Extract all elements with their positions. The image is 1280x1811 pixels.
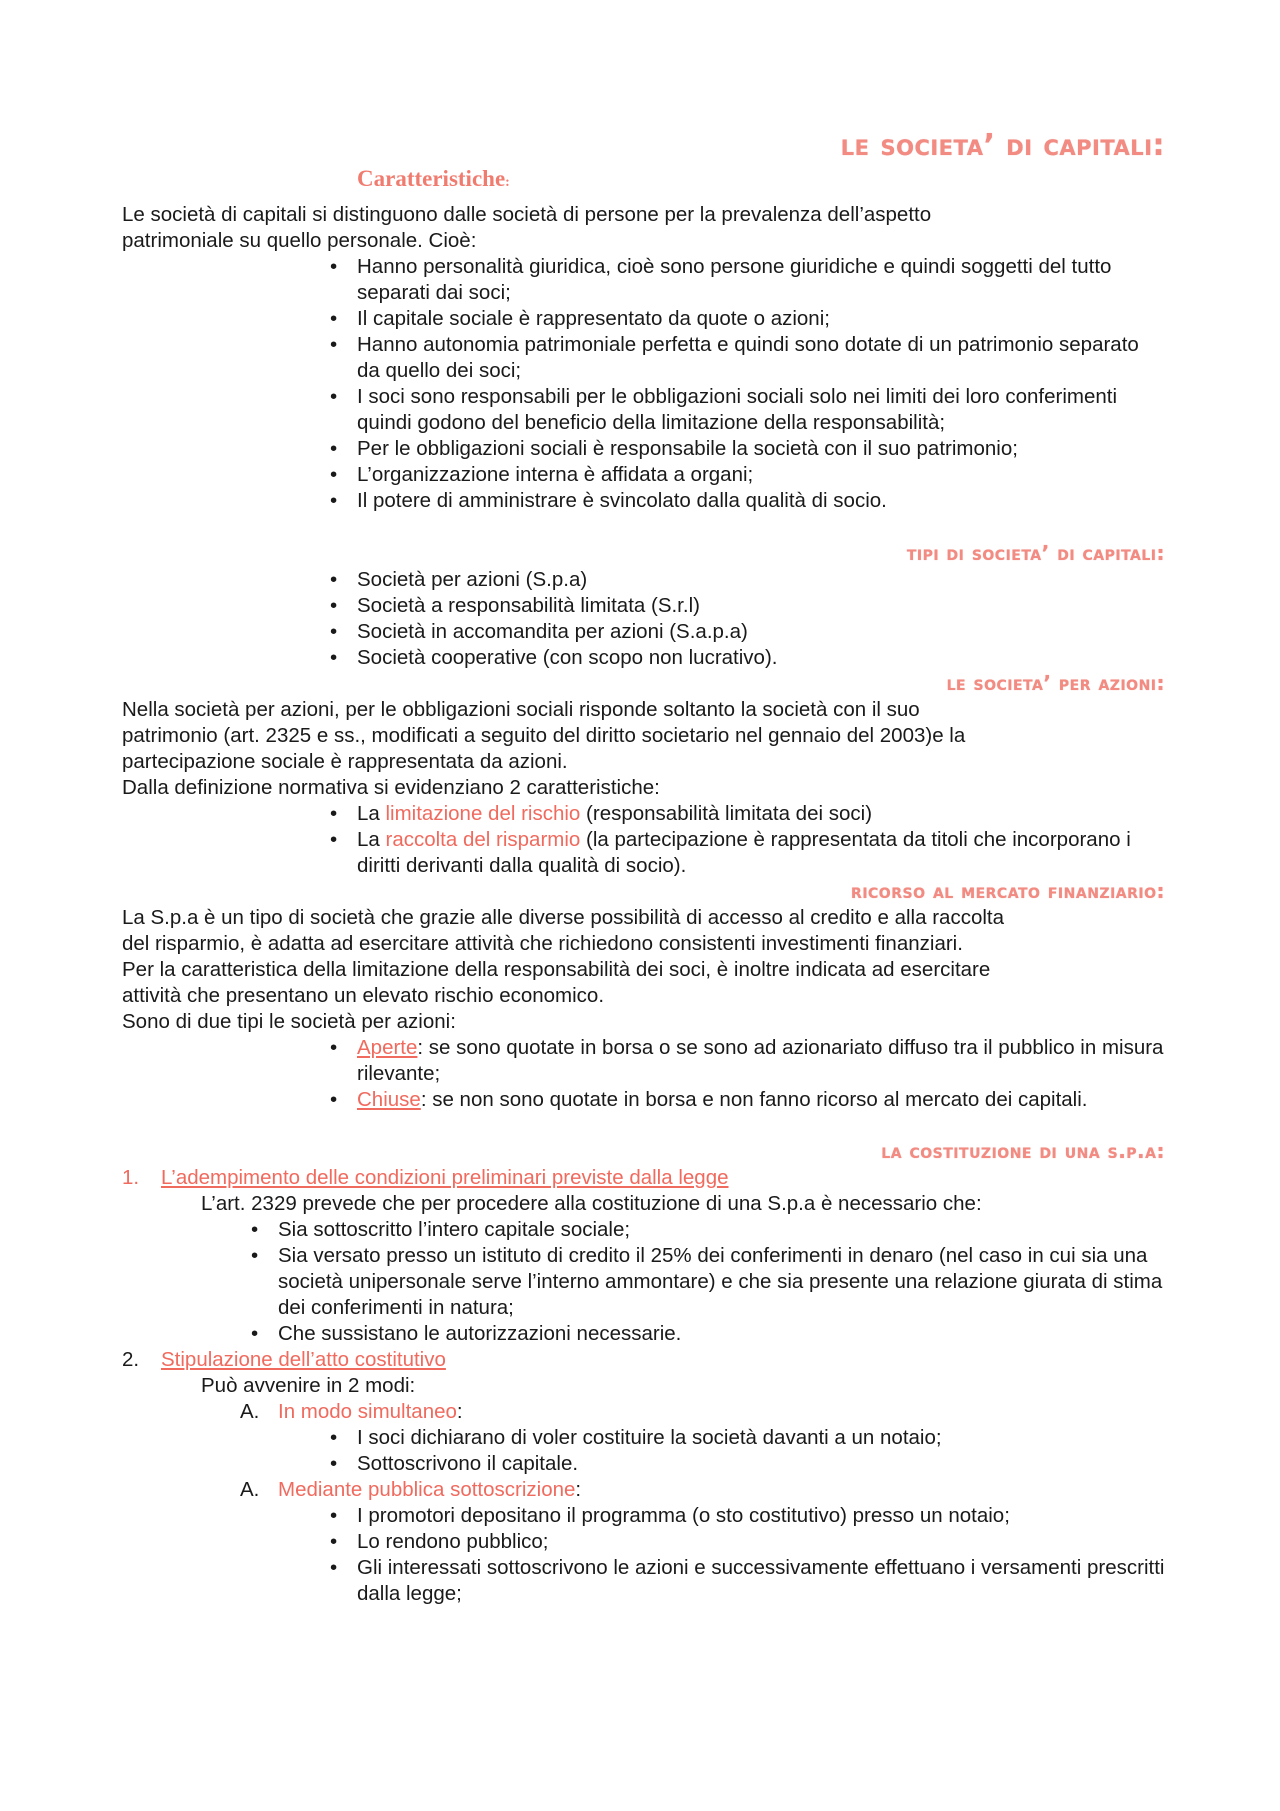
intro-paragraph: Le società di capitali si distinguono dalle società di persone per la prevalenza dell’aspetto patrimoniale su quello personale. Cioè:	[122, 203, 932, 252]
sub-label: A.	[240, 1400, 260, 1423]
highlight-term: limitazione del rischio	[385, 802, 581, 825]
section-heading-costituzione: la costituzione di una s.p.a:	[881, 1139, 1165, 1163]
list-item: • Società in accomandita per azioni (S.a.p.a)	[357, 619, 1167, 645]
list-item: • Sia versato presso un istituto di credito il 25% dei conferimenti in denaro (nel caso in cui sia una società unipersonale serve l’interno ammontare) e che sia presente una relazione giurata di stima dei conferimenti in natura;	[278, 1243, 1168, 1321]
list-item: • Il potere di amministrare è svincolato dalla qualità di socio.	[357, 488, 1167, 514]
list-item: • Chiuse: se non sono quotate in borsa e non fanno ricorso al mercato dei capitali.	[357, 1087, 1167, 1113]
ricorso-list	[357, 1035, 1167, 1113]
highlight-term: raccolta del risparmio	[385, 828, 581, 851]
caratteristiche-list	[357, 254, 1167, 514]
list-item: • Il capitale sociale è rappresentato da quote o azioni;	[357, 306, 1167, 332]
list-item: • Hanno autonomia patrimoniale perfetta e quindi sono dotate di un patrimonio separato da quello dei soci;	[357, 332, 1167, 384]
page-title: le societa’ di capitali:	[840, 128, 1165, 163]
highlight-term: Chiuse	[357, 1088, 421, 1111]
spa-paragraph: Nella società per azioni, per le obbligazioni sociali risponde soltanto la società con il suo patrimonio (art. 2325 e ss., modificati a seguito del diritto societario nel gennaio del 2003)e la partecipazione sociale è rappresentata da azioni. Dalla definizione normativa si evidenziano 2 caratteristiche:	[122, 698, 966, 799]
list-item: • I soci dichiarano di voler costituire la società davanti a un notaio;	[357, 1425, 1167, 1451]
item-intro: L’art. 2329 prevede che per procedere alla costituzione di una S.p.a è necessario che:	[201, 1192, 982, 1215]
item-intro: Può avvenire in 2 modi:	[201, 1374, 416, 1397]
list-item: • Lo rendono pubblico;	[357, 1529, 1167, 1555]
list-item: • Aperte: se sono quotate in borsa o se sono ad azionariato diffuso tra il pubblico in misura rilevante;	[357, 1035, 1167, 1087]
list-number: 2.	[122, 1348, 140, 1371]
list-item: • I soci sono responsabili per le obbligazioni sociali solo nei limiti dei loro conferimenti quindi godono del beneficio della limitazione della responsabilità;	[357, 384, 1167, 436]
list-item: • Hanno personalità giuridica, cioè sono persone giuridiche e quindi soggetti del tutto separati dai soci;	[357, 254, 1167, 306]
section-heading-ricorso: ricorso al mercato finanziario:	[851, 879, 1165, 903]
list-item: • I promotori depositano il programma (o sto costitutivo) presso un notaio;	[357, 1503, 1167, 1529]
list-item: • Sia sottoscritto l’intero capitale sociale;	[278, 1217, 1168, 1243]
highlight-term: Aperte	[357, 1036, 418, 1059]
list-item: • Per le obbligazioni sociali è responsabile la società con il suo patrimonio;	[357, 436, 1167, 462]
simultaneo-list	[357, 1425, 1167, 1477]
list-item: • Gli interessati sottoscrivono le azioni e successivamente effettuano i versamenti prescritti dalla legge;	[357, 1555, 1167, 1607]
numbered-item-title: Stipulazione dell’atto costitutivo	[161, 1348, 446, 1371]
list-item: • L’organizzazione interna è affidata a organi;	[357, 462, 1167, 488]
sub-item-title: Mediante pubblica sottoscrizione:	[278, 1478, 582, 1501]
sub-label: A.	[240, 1478, 260, 1501]
ricorso-paragraph: La S.p.a è un tipo di società che grazie alle diverse possibilità di accesso al credito e alla raccolta del risparmio, è adatta ad esercitare attività che richiedono consistenti investimenti finanziari. Per la caratteristica della limitazione della responsabilità dei soci, è inoltre indicata ad esercitare attività che presentano un elevato rischio economico. Sono di due tipi le società per azioni:	[122, 906, 1004, 1033]
section-heading-tipi: tipi di societa’ di capitali:	[906, 541, 1165, 565]
list-number: 1.	[122, 1166, 140, 1189]
list-item: • Società cooperative (con scopo non lucrativo).	[357, 645, 1167, 671]
list-item: • La limitazione del rischio (responsabilità limitata dei soci)	[357, 801, 1167, 827]
list-item: • Che sussistano le autorizzazioni necessarie.	[278, 1321, 1168, 1347]
sub-item-title: In modo simultaneo:	[278, 1400, 463, 1423]
list-item: • Sottoscrivono il capitale.	[357, 1451, 1167, 1477]
pubblica-sottoscrizione-list	[357, 1503, 1167, 1607]
spa-list	[357, 801, 1167, 879]
list-item: • Società a responsabilità limitata (S.r.l)	[357, 593, 1167, 619]
list-item: • La raccolta del risparmio (la partecipazione è rappresentata da titoli che incorporano i diritti derivanti dalla qualità di socio).	[357, 827, 1167, 879]
condizioni-list	[278, 1217, 1168, 1347]
section-heading-caratteristiche: Caratteristiche:	[357, 166, 510, 191]
tipi-list	[357, 567, 1167, 671]
section-heading-spa: le societa’ per azioni:	[946, 671, 1165, 695]
numbered-item-title: L’adempimento delle condizioni preliminari previste dalla legge	[161, 1166, 729, 1189]
list-item: • Società per azioni (S.p.a)	[357, 567, 1167, 593]
